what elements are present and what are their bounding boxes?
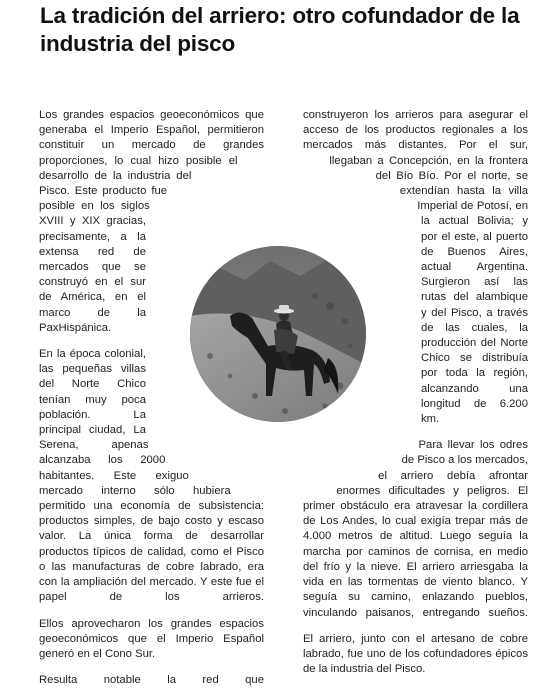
paragraph-2: En la época colonial, las pequeñas villas del Norte Chico tenían muy poca población. La principal ciudad, La Serena, apenas alcanzaba los 2000 habitantes. Este exiguo mercado interno sólo hubiera permitido una economía de subsistencia: productos simples, de bajo costo y escaso valor. La única forma de desarrollar productos típicos de calidad, como el Pisco o las manufacturas de cobre labrado, era con la ampliación del mercado. Y este fue el papel de los arrieros. <box>39 348 264 604</box>
paragraph-4: Resulta notable la red que <box>39 674 264 687</box>
arriero-photo <box>190 246 366 422</box>
paragraph-6: Para llevar los odres de Pisco a los mercados, el arriero debía afrontar enormes dificultades y peligros. El primer obstáculo era atravesar la cordillera de Los Andes, lo cual exigía trepar más de 4.000 metros de altitud. Luego seguía la marcha por caminos de cornisa, en medio del frío y la nieve. El arriero arriesgaba la vida en las tormentas de viento blanco. Y seguía su camino, enlazando pueblos, vinculando paisanos, entregando sueños. <box>303 439 528 619</box>
paragraph-5: construyeron los arrieros para asegurar el acceso de los productos regionales a los mercados más distantes. Por el sur, llegaban a Concepción, en la frontera del Bío Bío. Por el norte, se extendían hasta la villa Imperial de Potosí, en la actual Bolivia; y por el este, al puerto de Buenos Aires, actual Argentina. Surgieron así las rutas del alambique y del Pisco, a través de las cuales, la producción del Norte Chico se distribuía por toda la región, alcanzando una longitud de 6.200 km. <box>303 109 528 426</box>
paragraph-7: El arriero, junto con el artesano de cobre labrado, fue uno de los cofundadores épicos de la industria del Pisco. <box>303 632 528 676</box>
article-title: La tradición del arriero: otro cofundador de la industria del pisco <box>40 3 520 56</box>
paragraph-3: Ellos aprovecharon los grandes espacios geoeconómicos que el Imperio Español generó en el Cono Sur. <box>39 617 264 660</box>
paragraph-1: Los grandes espacios geoeconómicos que generaba el Imperio Español, permitieron constituir un mercado de grandes proporciones, lo cual hizo posible el desarrollo de la industria del Pisco. Este producto fue posible en los siglos XVIII y XIX gracias, precisamente, a la extensa red de mercados que se construyó en el sur de América, en el marco de la PaxHispánica. <box>39 109 264 334</box>
rider-on-horse-image <box>190 246 366 422</box>
